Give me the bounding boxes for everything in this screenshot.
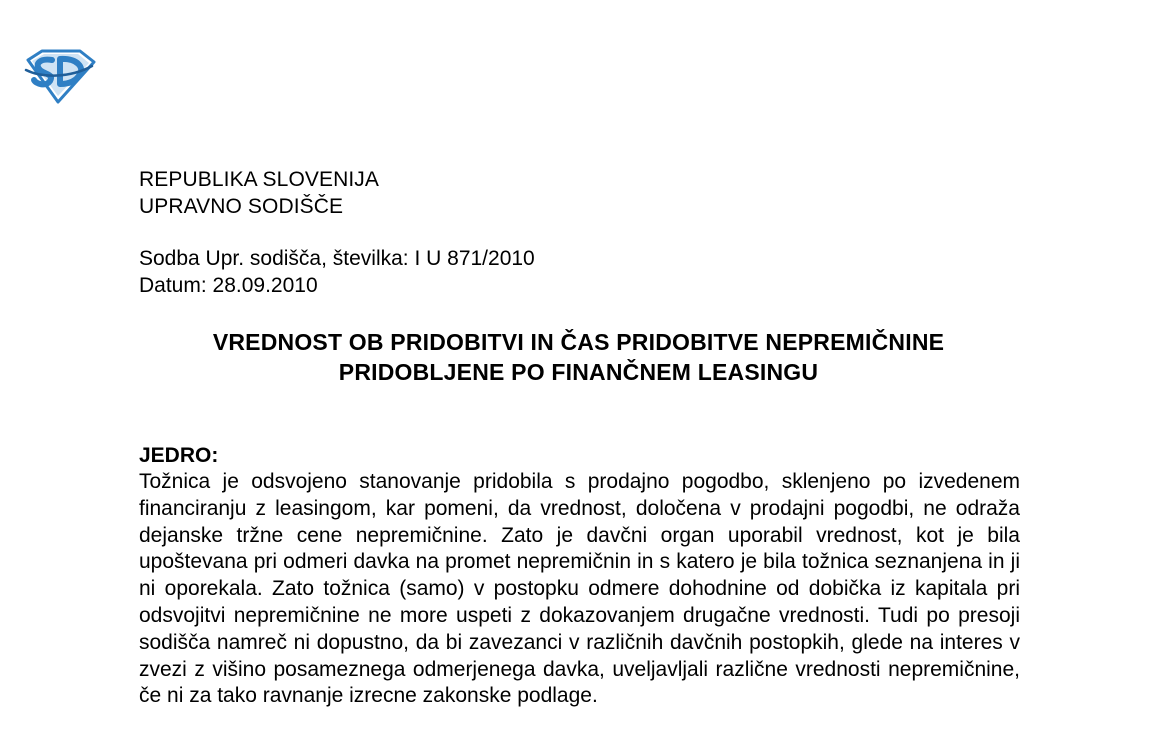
- case-meta: [139, 245, 535, 299]
- sd-logo-icon: [22, 48, 96, 104]
- title-line-2: PRIDOBLJENE PO FINANČNEM LEASINGU: [338, 359, 819, 385]
- jedro-heading: JEDRO:: [139, 444, 219, 467]
- header-court: UPRAVNO SODIŠČE: [139, 195, 344, 218]
- document-title: [100, 327, 1057, 387]
- jedro-body: Tožnica je odsvojeno stanovanje pridobila s prodajno pogodbo, sklenjeno po izvedenem financiranju z leasingom, kar pomeni, da vrednost, določena v prodajni pogodbi, ne odraža dejanske tržne cene nepremičnine. Zato je davčni organ uporabil vrednost, kot je bila upoštevana pri odmeri davka na promet nepremičnin in s katero je bila tožnica seznanjena in ji ni oporekala. Zato tožnica (samo) v postopku odmere dohodnine od dobička iz kapitala pri odsvojitvi nepremičnine ne more uspeti z dokazovanjem drugačne vrednosti. Tudi po presoji sodišča namreč ni dopustno, da bi zavezanci v različnih davčnih postopkih, glede na interes v zvezi z višino posameznega odmerjenega davka, uveljavljali različne vrednosti nepremičnine, če ni za tako ravnanje izrecne zakonske podlage.: [139, 470, 1020, 708]
- header-country: REPUBLIKA SLOVENIJA: [139, 168, 379, 191]
- title-line-1: VREDNOST OB PRIDOBITVI IN ČAS PRIDOBITVE NEPREMIČNINE: [212, 329, 945, 355]
- case-date: Datum: 28.09.2010: [139, 274, 318, 297]
- court-header: [139, 166, 379, 220]
- case-number: Sodba Upr. sodišča, številka: I U 871/2010: [139, 247, 535, 270]
